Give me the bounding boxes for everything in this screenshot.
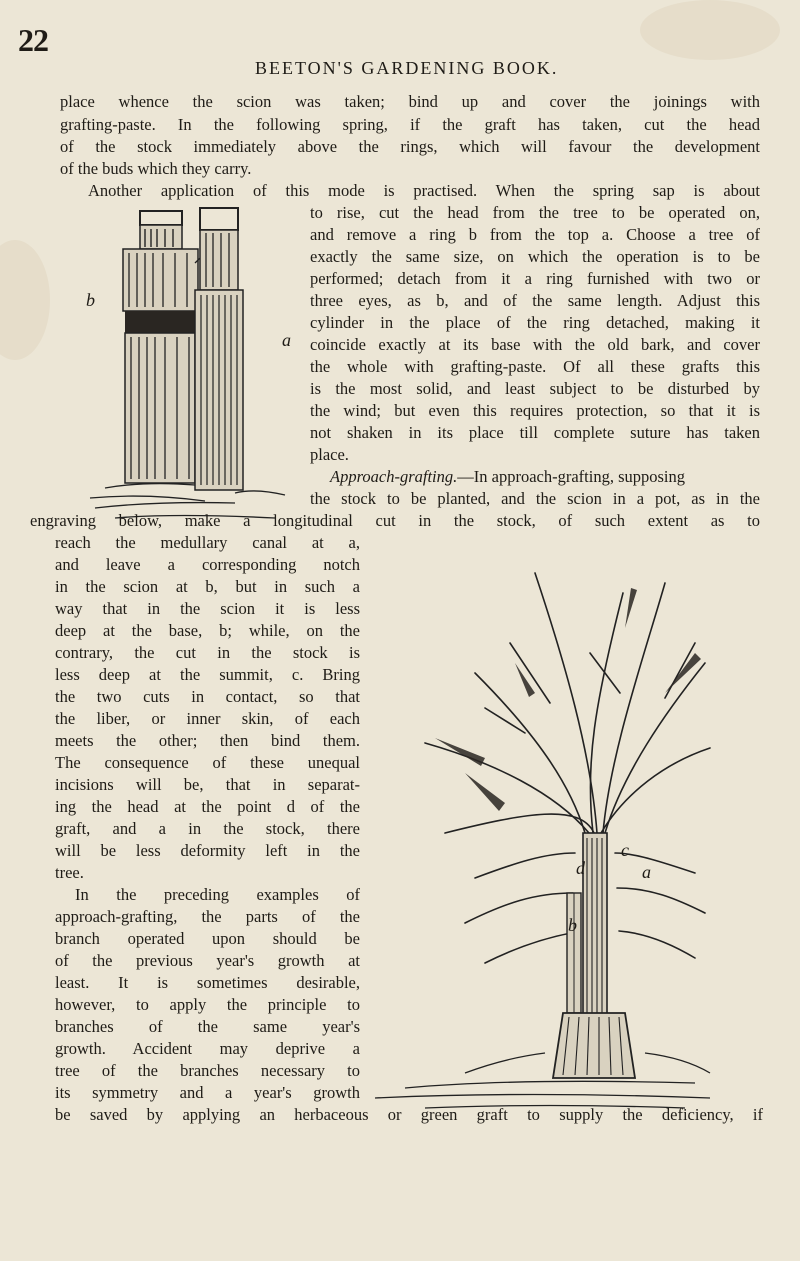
text-line: graft, and a in the stock, there bbox=[55, 819, 360, 838]
text-line: place. bbox=[310, 445, 349, 464]
text-line: tree. bbox=[55, 863, 84, 882]
text-line: Another application of this mode is practised. When the spring sap is about bbox=[88, 181, 760, 200]
text-line: contrary, the cut in the stock is bbox=[55, 643, 360, 662]
text-line: In the preceding examples of bbox=[75, 885, 360, 904]
text-line: tree of the branches necessary to bbox=[55, 1061, 360, 1080]
text-line: engraving below, make a longitudinal cut in the stock, of such extent as to bbox=[30, 511, 760, 530]
text-line: in the scion at b, but in such a bbox=[55, 577, 360, 596]
approach-graft-illustration bbox=[365, 533, 720, 1113]
text-line: Approach-grafting.—In approach-grafting, supposing bbox=[330, 467, 686, 486]
text-line: approach-grafting, the parts of the bbox=[55, 907, 360, 926]
text-line: exactly the same size, on which the operation is to be bbox=[310, 247, 760, 266]
figure-label-b: b bbox=[86, 290, 95, 310]
text-line: least. It is sometimes desirable, bbox=[55, 973, 360, 992]
text-line: to rise, cut the head from the tree to be operated on, bbox=[310, 203, 760, 222]
text-line: the two cuts in contact, so that bbox=[55, 687, 360, 706]
text-line: its symmetry and a year's growth bbox=[55, 1083, 360, 1102]
text-line: is the most solid, and least subject to be disturbed by bbox=[310, 379, 760, 398]
text-line: coincide exactly at its base with the old bark, and cover bbox=[310, 335, 760, 354]
text-line: will be less deformity left in the bbox=[55, 841, 360, 860]
figure-label-a: a bbox=[642, 862, 651, 882]
text-line: way that in the scion it is less bbox=[55, 599, 360, 618]
figure-label-b: b bbox=[568, 915, 577, 935]
text-line: less deep at the summit, c. Bring bbox=[55, 665, 360, 684]
text-line: of the previous year's growth at bbox=[55, 951, 360, 970]
figure-label-d: d bbox=[576, 858, 585, 878]
text-line: be saved by applying an herbaceous or green graft to supply the deficiency, if bbox=[55, 1105, 763, 1124]
figure-label-c: c bbox=[621, 840, 629, 860]
section-heading: Approach-grafting. bbox=[330, 467, 458, 486]
text-line: incisions will be, that in separat- bbox=[55, 775, 360, 794]
text-line: three eyes, as b, and of the same length. Adjust this bbox=[310, 291, 760, 310]
text-line: meets the other; then bind them. bbox=[55, 731, 360, 750]
text-line: however, to apply the principle to bbox=[55, 995, 360, 1014]
text-line: ing the head at the point d of the bbox=[55, 797, 360, 816]
text-line: cylinder in the place of the ring detached, making it bbox=[310, 313, 760, 332]
text-line: place whence the scion was taken; bind up and cover the joinings with bbox=[60, 92, 760, 111]
text-line: the liber, or inner skin, of each bbox=[55, 709, 360, 728]
text-line: growth. Accident may deprive a bbox=[55, 1039, 360, 1058]
text-line: reach the medullary canal at a, bbox=[55, 533, 360, 552]
text-line: and remove a ring b from the top a. Choose a tree of bbox=[310, 225, 760, 244]
running-head: BEETON'S GARDENING BOOK. bbox=[255, 58, 559, 78]
ring-graft-illustration bbox=[85, 203, 300, 528]
text-line: The consequence of these unequal bbox=[55, 753, 360, 772]
text-line: performed; detach from it a ring furnished with two or bbox=[310, 269, 760, 288]
text-line: of the stock immediately above the rings, which will favour the development bbox=[60, 137, 760, 156]
text-line: of the buds which they carry. bbox=[60, 159, 252, 178]
paper-stain bbox=[0, 240, 50, 360]
text-line: deep at the base, b; while, on the bbox=[55, 621, 360, 640]
text-line: branch operated upon should be bbox=[55, 929, 360, 948]
text-line: the stock to be planted, and the scion in a pot, as in the bbox=[310, 489, 760, 508]
page-number: 22 bbox=[18, 22, 48, 58]
paper-stain bbox=[640, 0, 780, 60]
figure-label-a: a bbox=[282, 330, 291, 350]
text-line: grafting-paste. In the following spring, if the graft has taken, cut the head bbox=[60, 115, 760, 134]
text-line: and leave a corresponding notch bbox=[55, 555, 360, 574]
text-line: the whole with grafting-paste. Of all these grafts this bbox=[310, 357, 760, 376]
text-line: branches of the same year's bbox=[55, 1017, 360, 1036]
text-line: the wind; but even this requires protection, so that it is bbox=[310, 401, 760, 420]
text-line: not shaken in its place till complete suture has taken bbox=[310, 423, 760, 442]
